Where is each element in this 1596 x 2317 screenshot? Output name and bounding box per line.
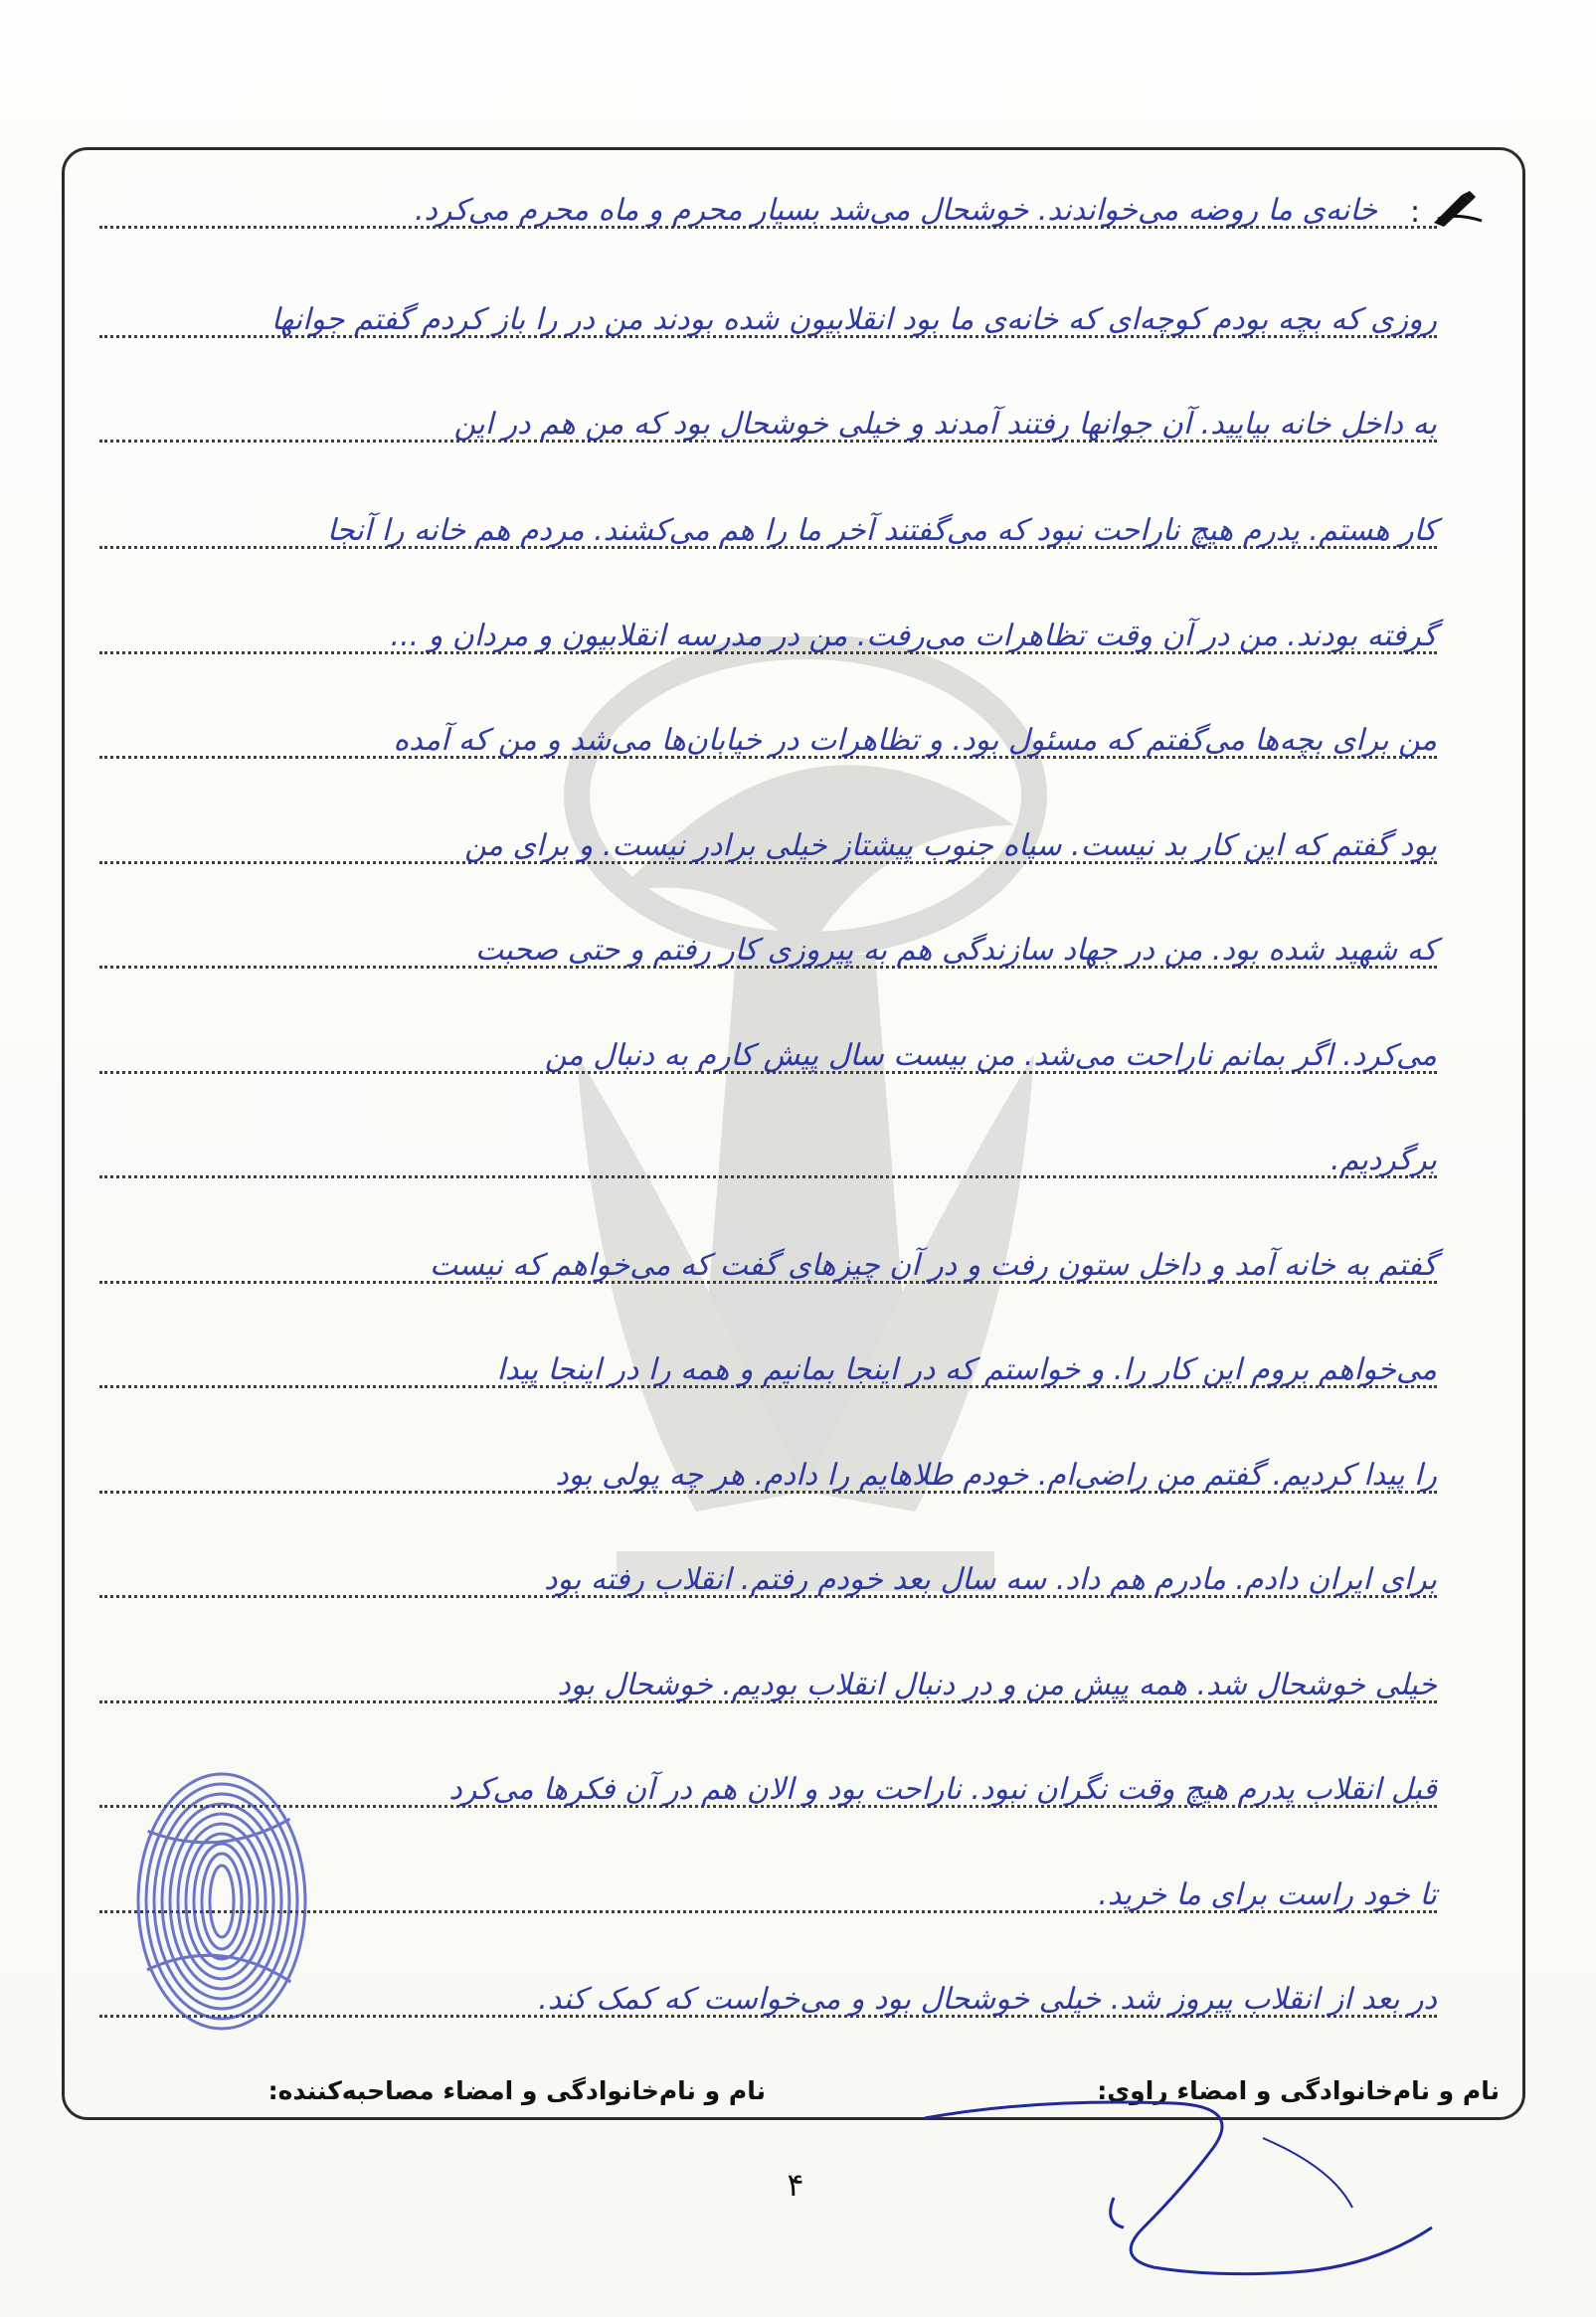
pen-writing-icon [1432,191,1486,227]
page-number: ۴ [787,2166,804,2204]
interviewer-signature [915,2078,1472,2307]
fingerprint-stamp [127,1762,316,2041]
handwritten-line: قبل انقلاب پدرم هیچ وقت نگران نبود. ناراحت بود و الان هم در آن فکرها می‌کرد [448,1772,1437,1807]
interviewer-signature-label: نام و نام‌خانوادگی و امضاء مصاحبه‌کننده: [267,2076,766,2105]
interviewee-signature-label: نام و نام‌خانوادگی و امضاء راوی: [1097,2076,1500,2105]
handwritten-line: را پیدا کردیم. گفتم من راضی‌ام. خودم طلاهایم را دادم. هر چه پولی بود [555,1458,1437,1493]
handwritten-line: بود گفتم که این کار بد نیست. سپاه جنوب پیشتاز خیلی برادر نیست. و برای من [464,828,1437,863]
handwritten-line: گفتم به خانه آمد و داخل ستون رفت و در آن چیزهای گفت که می‌خواهم که نیست [429,1248,1437,1283]
handwritten-line: خیلی خوشحال شد. همه پیش من و در دنبال انقلاب بودیم. خوشحال بود [557,1668,1437,1702]
handwritten-line: برای ایران دادم. مادرم هم داد. سه سال بعد خودم رفتم. انقلاب رفته بود [544,1562,1437,1597]
handwritten-line: من برای بچه‌ها می‌گفتم که مسئول بود. و تظاهرات در خیابان‌ها می‌شد و من که آمده [393,723,1437,758]
handwritten-line: در بعد از انقلاب پیروز شد. خیلی خوشحال بود و می‌خواست که کمک کند. [538,1982,1437,2017]
pen-colon: : [1410,195,1421,230]
handwritten-line: به داخل خانه بیایید. آن جوانها رفتند آمدند و خیلی خوشحال بود که من هم در این [453,407,1437,442]
handwritten-line: خانه‌ی ما روضه می‌خواندند. خوشحال می‌شد بسیار محرم و ماه محرم می‌کرد. [415,193,1377,228]
handwritten-line: که شهید شده بود. من در جهاد سازندگی هم به پیروزی کار رفتم و حتی صحبت [474,933,1437,968]
handwritten-line: می‌خواهم بروم این کار را. و خواستم که در اینجا بمانیم و همه را در اینجا پیدا [496,1352,1437,1387]
handwritten-line: روزی که بچه بودم کوچه‌ای که خانه‌ی ما بود انقلابیون شده بودند من در را باز کردم گفتم جوانها [270,302,1437,337]
handwritten-line: کار هستم. پدرم هیچ ناراحت نبود که می‌گفتند آخر ما را هم می‌کشند. مردم هم خانه را آنجا [326,513,1437,548]
handwritten-testimony [99,0,1437,2017]
handwritten-line: می‌کرد. اگر بمانم ناراحت می‌شد. من بیست سال پیش کارم به دنبال من [544,1038,1437,1073]
handwritten-line: برگردیم. [1330,1143,1437,1177]
handwritten-line: گرفته بودند. من در آن وقت تظاهرات می‌رفت. من در مدرسه انقلابیون و مردان و ... [390,619,1437,653]
handwritten-line: تا خود راست برای ما خرید. [1098,1877,1437,1912]
